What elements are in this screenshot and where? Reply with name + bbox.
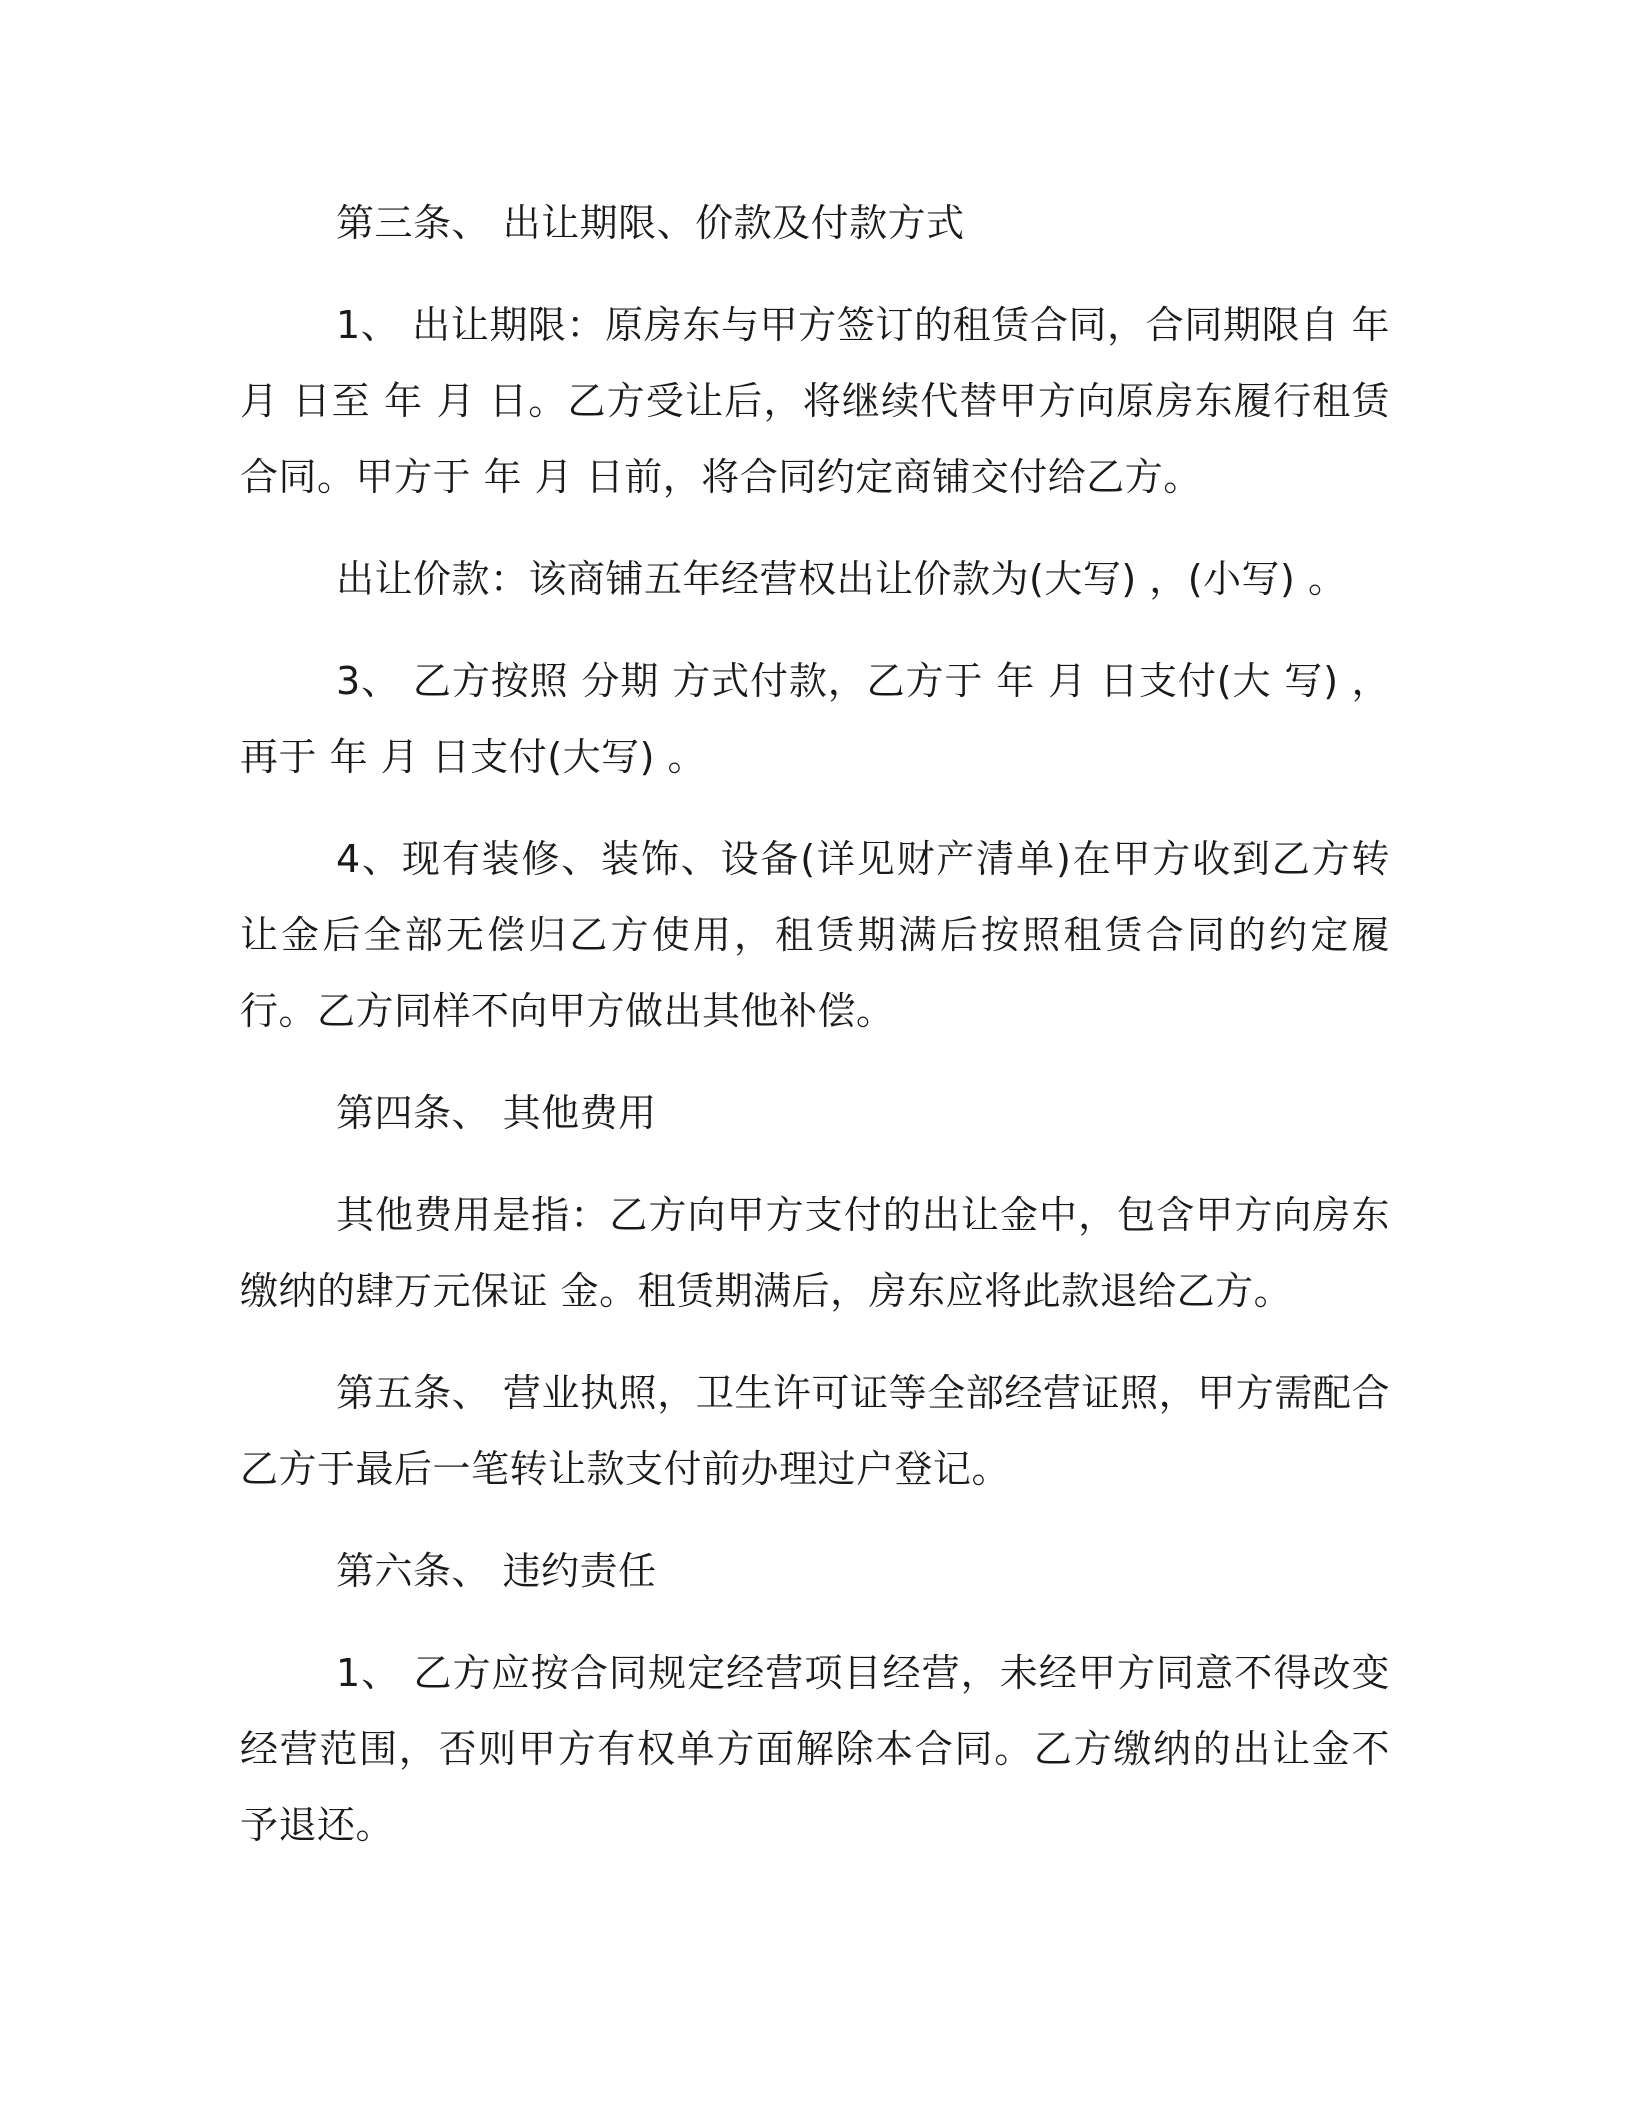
document-body [240,185,1390,1889]
clause-fixtures: 4、现有装修、装饰、设备(详见财产清单)在甲方收到乙方转让金后全部无偿归乙方使用，租赁期满后按照租赁合同的约定履行。乙方同样不向甲方做出其他补偿。 [240,837,1390,1033]
clause-other-fees: 其他费用是指：乙方向甲方支付的出让金中，包含甲方向房东缴纳的肆万元保证 金。租赁期满后，房东应将此款退给乙方。 [240,1193,1390,1313]
article-5-licenses: 第五条、 营业执照，卫生许可证等全部经营证照，甲方需配合乙方于最后一笔转让款支付前办理过户登记。 [240,1371,1390,1491]
article-4-heading: 第四条、 其他费用 [336,1091,657,1135]
clause-payment-method: 3、 乙方按照 分期 方式付款，乙方于 年 月 日支付(大 写) ，再于 年 月 日支付(大写) 。 [240,659,1390,779]
clause-transfer-price: 出让价款：该商铺五年经营权出让价款为(大写) ，(小写) 。 [336,557,1347,601]
clause-breach: 1、 乙方应按合同规定经营项目经营，未经甲方同意不得改变经营范围，否则甲方有权单方面解除本合同。乙方缴纳的出让金不予退还。 [240,1651,1390,1847]
clause-transfer-term: 1、 出让期限：原房东与甲方签订的租赁合同，合同期限自 年 月 日至 年 月 日。乙方受让后，将继续代替甲方向原房东履行租赁合同。甲方于 年 月 日前，将合同约定商铺交付给乙方。 [240,303,1390,499]
article-3-heading: 第三条、 出让期限、价款及付款方式 [336,201,965,245]
article-6-heading: 第六条、 违约责任 [336,1549,657,1593]
